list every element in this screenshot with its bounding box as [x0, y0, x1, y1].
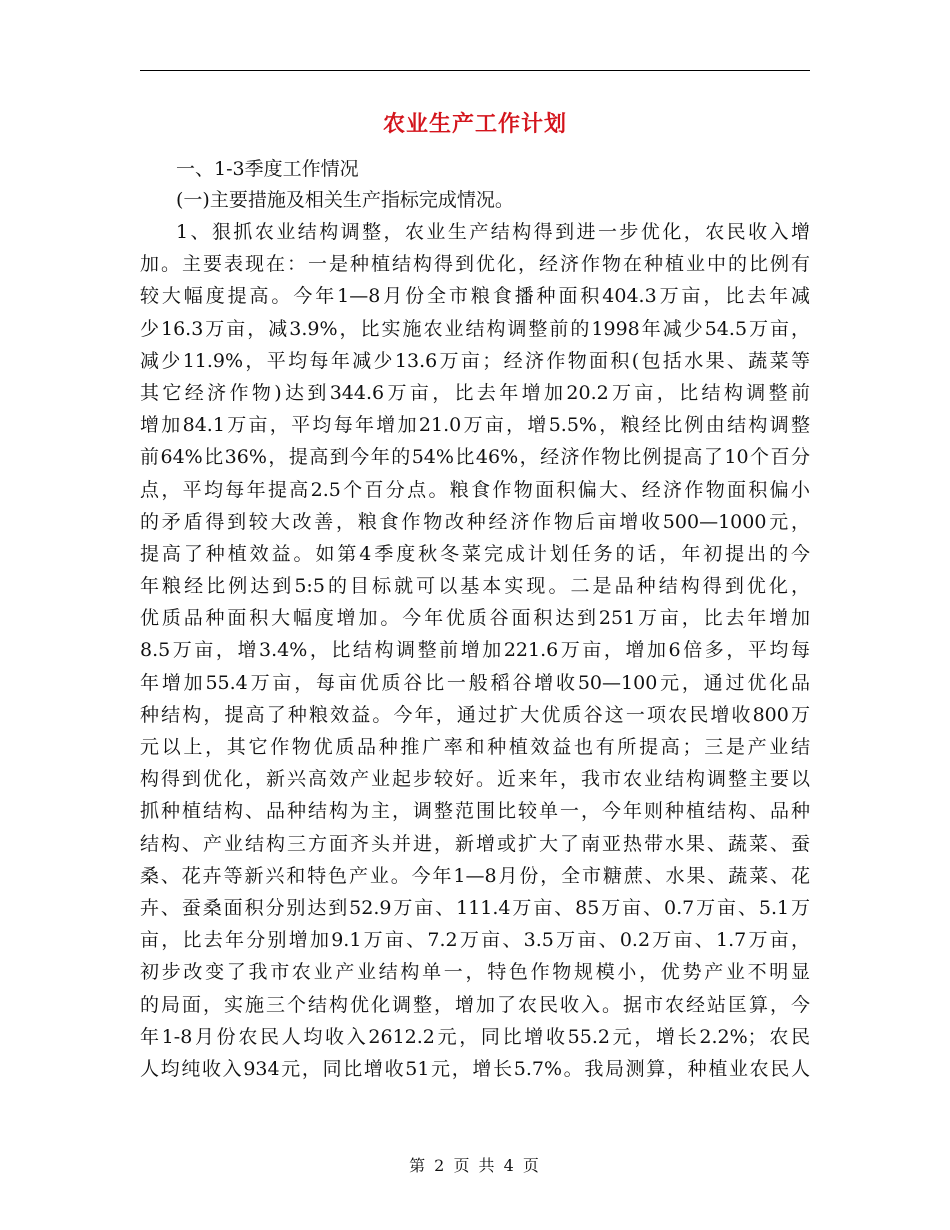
body-line: 元以上，其它作物优质品种推广率和种植效益也有所提高；三是产业结	[140, 736, 810, 758]
body-line: 初步改变了我市农业产业结构单一，特色作物规模小，优势产业不明显	[140, 961, 810, 984]
body-line: 种结构，提高了种粮效益。今年，通过扩大优质谷这一项农民增收800万	[140, 703, 810, 726]
header-rule	[140, 70, 810, 71]
body-line: 的局面，实施三个结构优化调整，增加了农民收入。据市农经站匡算，今	[140, 993, 810, 1016]
body-line: 年增加55.4万亩，每亩优质谷比一般稻谷增收50—100元，通过优化品	[140, 671, 810, 694]
body-line: 加。主要表现在：一是种植结构得到优化，经济作物在种植业中的比例有	[140, 253, 810, 276]
body-text	[140, 216, 810, 1085]
body-line: 抓种植结构、品种结构为主，调整范围比较单一，今年则种植结构、品种	[140, 800, 810, 823]
body-line: 1、狠抓农业结构调整，农业生产结构得到进一步优化，农民收入增	[176, 221, 810, 243]
body-line: 年粮经比例达到5:5的目标就可以基本实现。二是品种结构得到优化，	[140, 575, 810, 598]
body-line: 其它经济作物)达到344.6万亩，比去年增加20.2万亩，比结构调整前	[140, 381, 810, 404]
body-line: 少16.3万亩，减3.9%，比实施农业结构调整前的1998年减少54.5万亩，	[140, 317, 810, 340]
body-line: 人均纯收入934元，同比增收51元，增长5.7%。我局测算，种植业农民人	[140, 1057, 810, 1080]
document-title: 农业生产工作计划	[382, 111, 567, 137]
body-line: 较大幅度提高。今年1—8月份全市粮食播种面积404.3万亩，比去年减	[140, 285, 810, 308]
body-line: 提高了种植效益。如第4季度秋冬菜完成计划任务的话，年初提出的今	[140, 542, 810, 565]
body-line: 结构、产业结构三方面齐头并进，新增或扩大了南亚热带水果、蔬菜、蚕	[140, 832, 810, 855]
body-line: 亩，比去年分别增加9.1万亩、7.2万亩、3.5万亩、0.2万亩、1.7万亩，	[140, 929, 810, 952]
body-line: 年1-8月份农民人均收入2612.2元，同比增收55.2元，增长2.2%；农民	[140, 1025, 810, 1048]
body-line: 卉、蚕桑面积分别达到52.9万亩、111.4万亩、85万亩、0.7万亩、5.1万	[140, 896, 810, 919]
subsection-heading: (一)主要措施及相关生产指标完成情况。	[176, 189, 514, 211]
body-line: 构得到优化，新兴高效产业起步较好。近来年，我市农业结构调整主要以	[140, 768, 810, 791]
body-line: 的矛盾得到较大改善，粮食作物改种经济作物后亩增收500—1000元，	[140, 510, 810, 533]
body-line: 前64%比36%，提高到今年的54%比46%，经济作物比例提高了10个百分	[140, 446, 810, 469]
body-line: 增加84.1万亩，平均每年增加21.0万亩，增5.5%，粮经比例由结构调整	[140, 414, 810, 437]
body-line: 桑、花卉等新兴和特色产业。今年1—8月份，全市糖蔗、水果、蔬菜、花	[140, 864, 810, 887]
body-line: 减少11.9%，平均每年减少13.6万亩；经济作物面积(包括水果、蔬菜等	[140, 349, 810, 372]
body-line: 优质品种面积大幅度增加。今年优质谷面积达到251万亩，比去年增加	[140, 607, 810, 630]
body-line: 8.5万亩，增3.4%，比结构调整前增加221.6万亩，增加6倍多，平均每	[140, 639, 810, 662]
page-number: 第 2 页 共 4 页	[409, 1156, 541, 1175]
body-line: 点，平均每年提高2.5个百分点。粮食作物面积偏大、经济作物面积偏小	[140, 478, 810, 501]
section-heading: 一、1-3季度工作情况	[176, 158, 359, 180]
